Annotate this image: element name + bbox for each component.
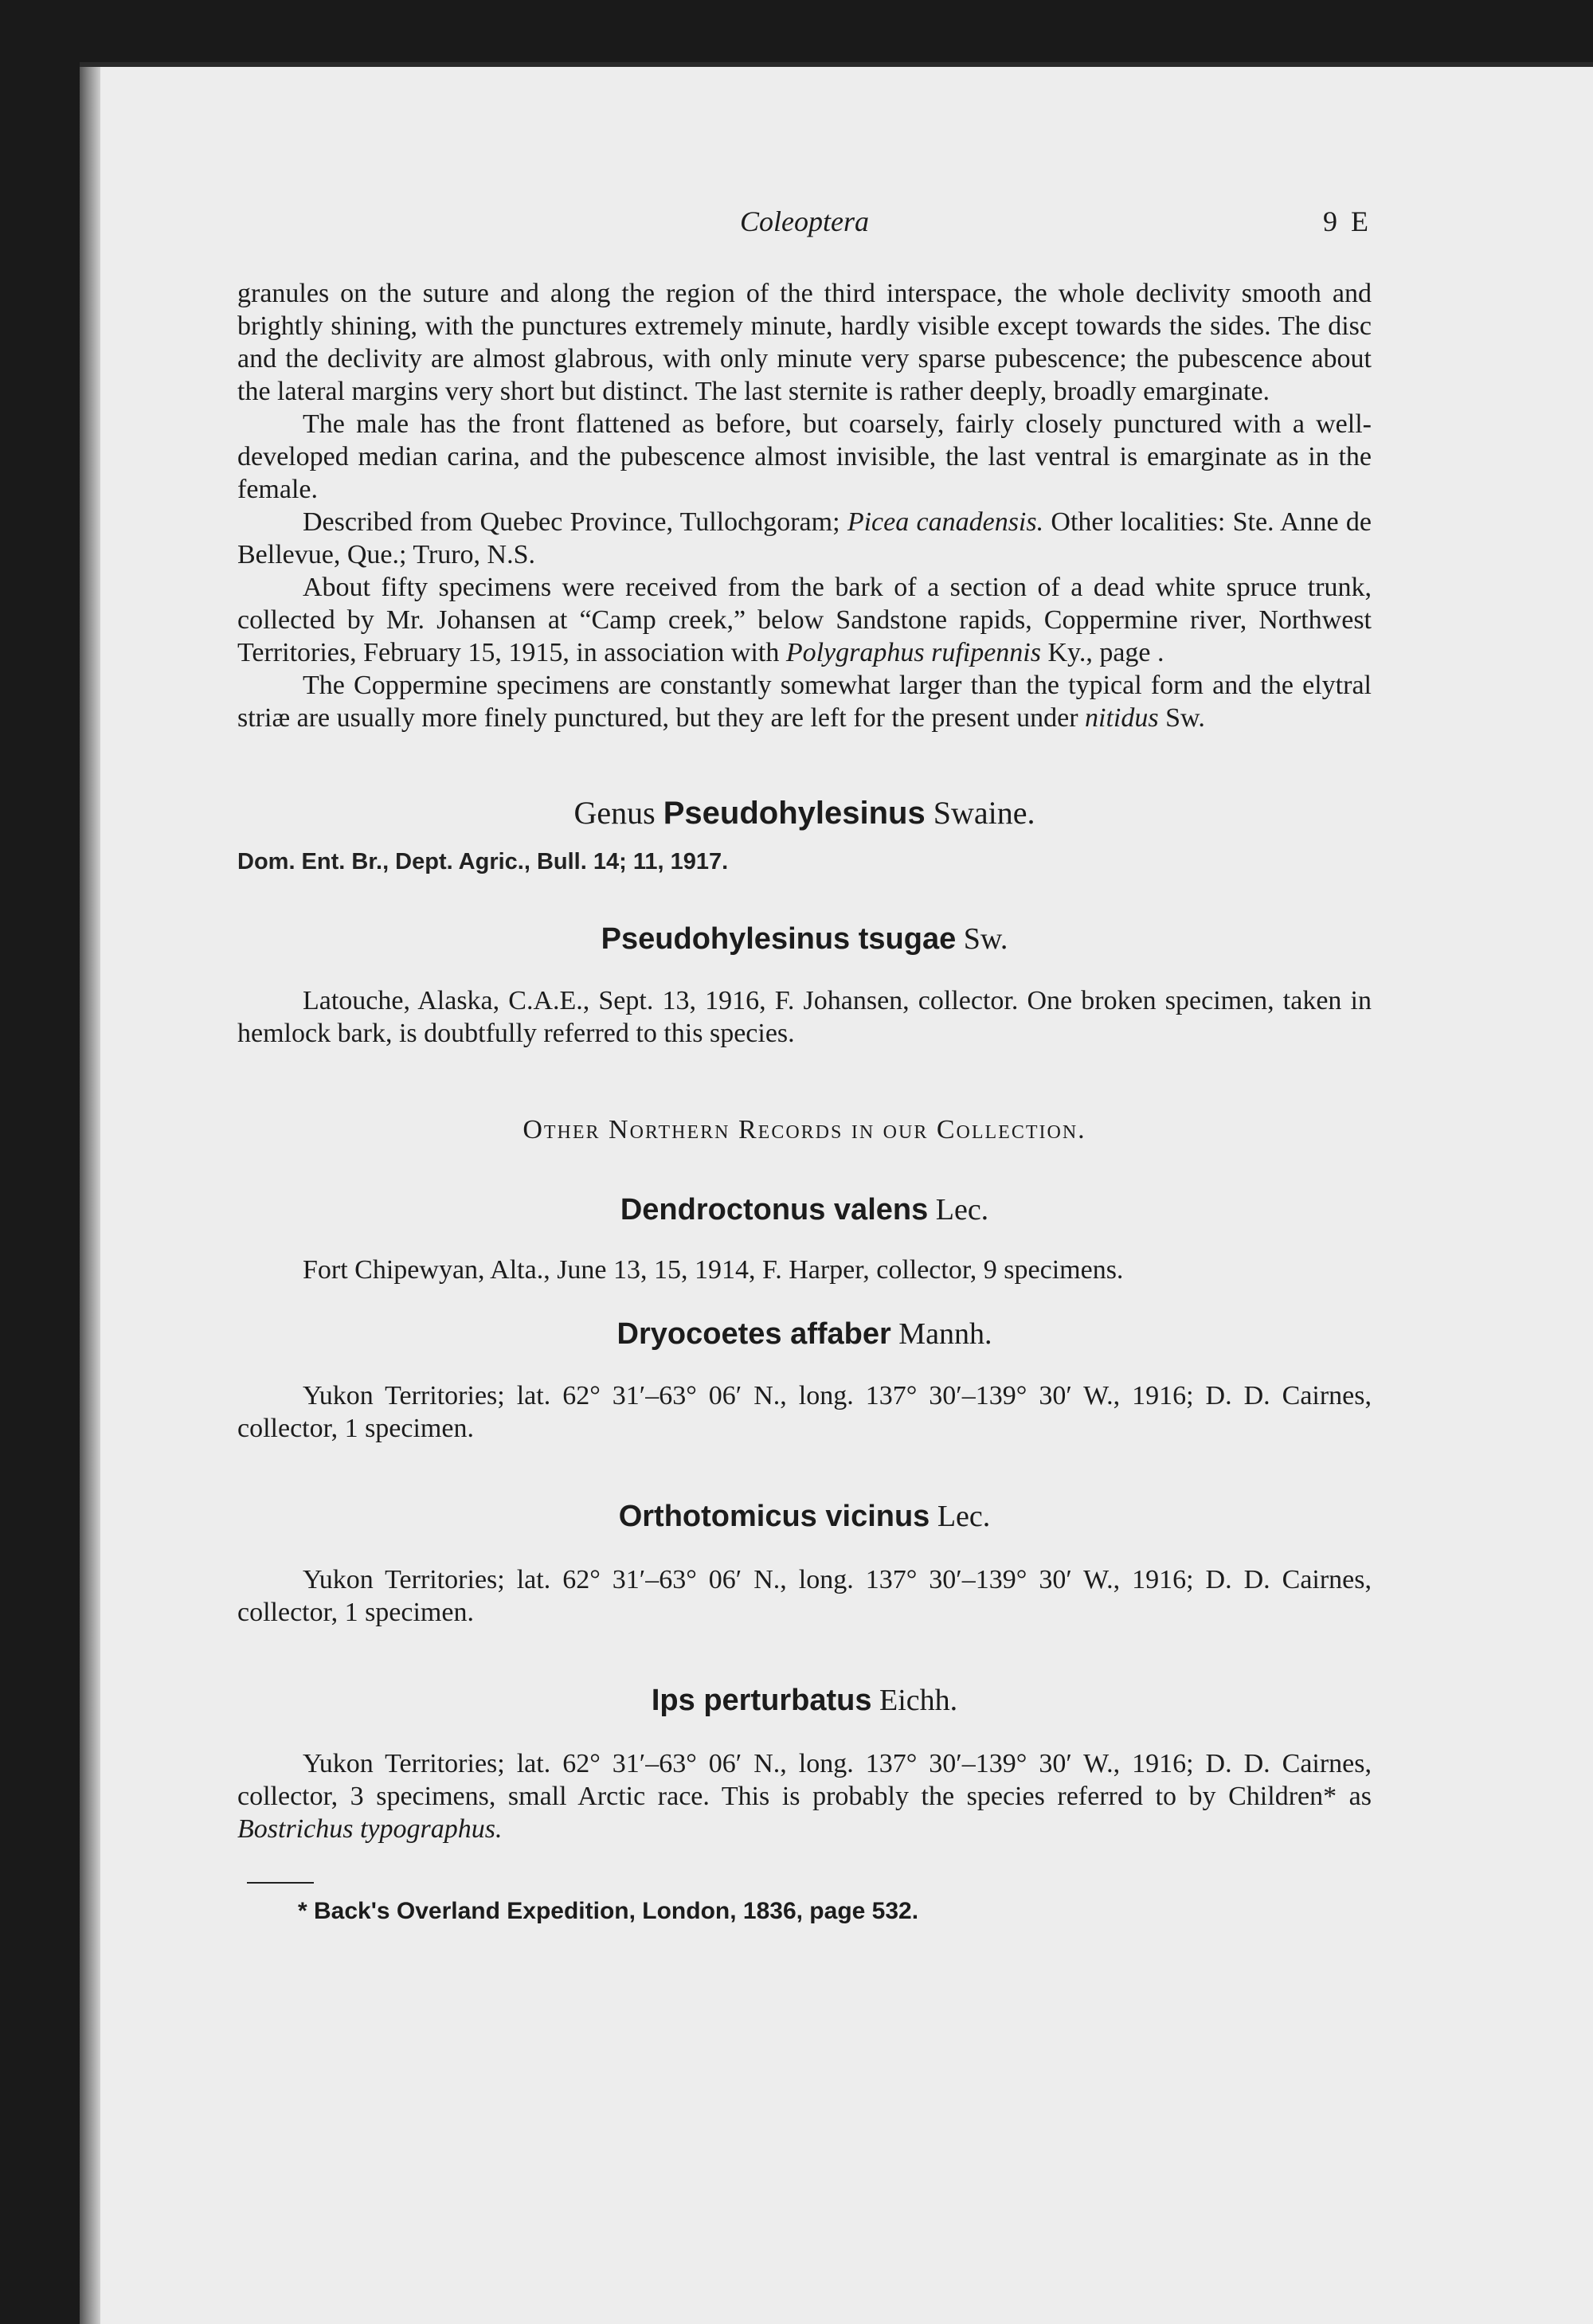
species-italic: Picea canadensis. [847, 507, 1044, 537]
record-author: Lec. [930, 1500, 991, 1533]
genus-author: Swaine. [925, 795, 1035, 831]
record-author: Lec. [928, 1193, 989, 1227]
genus-heading [237, 796, 1372, 830]
record-heading [237, 1684, 1372, 1717]
record-author: Mannh. [890, 1317, 992, 1351]
body-paragraph [237, 669, 1372, 734]
record-author: Eichh. [871, 1684, 958, 1717]
text-run: Other localities: Ste. Anne de Bellevue, Que.; Truro, N.S. [237, 507, 1372, 569]
genus-reference: Dom. Ent. Br., Dept. Agric., Bull. 14; 11, 1917. [237, 849, 729, 874]
record-heading [237, 1194, 1372, 1227]
text-run: Yukon Territories; lat. 62° 31′–63° 06′ N., long. 137° 30′–139° 30′ W., 1916; D. D. Cairnes, collector, 3 specimens, small Arctic race. This is probably the species referred to by Children* as [237, 1749, 1372, 1811]
species-name: Pseudohylesinus tsugae [601, 922, 957, 956]
page-content [237, 205, 1372, 1927]
record-name: Orthotomicus vicinus [618, 1500, 930, 1533]
record-heading [237, 1500, 1372, 1533]
record-text: Fort Chipewyan, Alta., June 13, 15, 1914, F. Harper, collector, 9 specimens. [303, 1255, 1124, 1285]
genus-name: Pseudohylesinus [663, 796, 926, 831]
genus-prefix: Genus [573, 795, 663, 831]
text-run: Ky., page . [1041, 638, 1164, 667]
page-number: 9 E [1323, 205, 1372, 237]
species-italic: Polygraphus rufipennis [785, 638, 1041, 667]
footnote: * Back's Overland Expedition, London, 1836, page 532. [298, 1898, 919, 1924]
species-italic: Bostrichus typographus. [237, 1814, 503, 1844]
record-text: Yukon Territories; lat. 62° 31′–63° 06′ N., long. 137° 30′–139° 30′ W., 1916; D. D. Cairnes, collector, 1 specimen. [237, 1381, 1372, 1443]
species-record: Latouche, Alaska, C.A.E., Sept. 13, 1916, F. Johansen, collector. One broken specimen, taken in hemlock bark, is doubtfully referred to this species. [237, 986, 1372, 1048]
record-name: Dendroctonus valens [620, 1193, 929, 1227]
text-run: Described from Quebec Province, Tullochgoram; [303, 507, 847, 537]
text-run: Sw. [1158, 703, 1205, 733]
section-title: Other Northern Records in our Collection. [523, 1115, 1086, 1144]
species-italic: nitidus [1085, 703, 1159, 733]
species-heading [237, 923, 1372, 956]
record-heading [237, 1318, 1372, 1351]
species-author: Sw. [956, 922, 1008, 956]
body-paragraph: The male has the front flattened as before, but coarsely, fairly closely punctured with a well-developed median carina, and the pubescence almost invisible, the last ventral is emarginate as in the female. [237, 409, 1372, 504]
record-text [237, 1747, 1372, 1845]
body-paragraph [237, 506, 1372, 571]
page-binding-shadow [80, 67, 100, 2324]
running-head [237, 205, 1372, 253]
text-run: The Coppermine specimens are constantly somewhat larger than the typical form and the elytral striæ are usually more finely punctured, but they are left for the present under [237, 671, 1372, 733]
body-paragraph: granules on the suture and along the region of the third interspace, the whole declivity smooth and brightly shining, with the punctures extremely minute, hardly visible except towards the sides. The disc and the declivity are almost glabrous, with only minute very sparse pubescence; the pubescence about the lateral margins very short but distinct. The last sternite is rather deeply, broadly emarginate. [237, 279, 1372, 406]
record-name: Ips perturbatus [651, 1684, 872, 1717]
record-text: Yukon Territories; lat. 62° 31′–63° 06′ N., long. 137° 30′–139° 30′ W., 1916; D. D. Cairnes, collector, 1 specimen. [237, 1565, 1372, 1627]
footnote-rule [247, 1882, 314, 1884]
body-paragraph [237, 571, 1372, 669]
running-head-title: Coleoptera [740, 205, 869, 237]
text-run: About fifty specimens were received from the bark of a section of a dead white spruce trunk, collected by Mr. Johansen at “Camp creek,” below Sandstone rapids, Coppermine river, Northwest Territories, February 15, 1915, in association with [237, 573, 1372, 667]
record-name: Dryocoetes affaber [616, 1317, 891, 1351]
